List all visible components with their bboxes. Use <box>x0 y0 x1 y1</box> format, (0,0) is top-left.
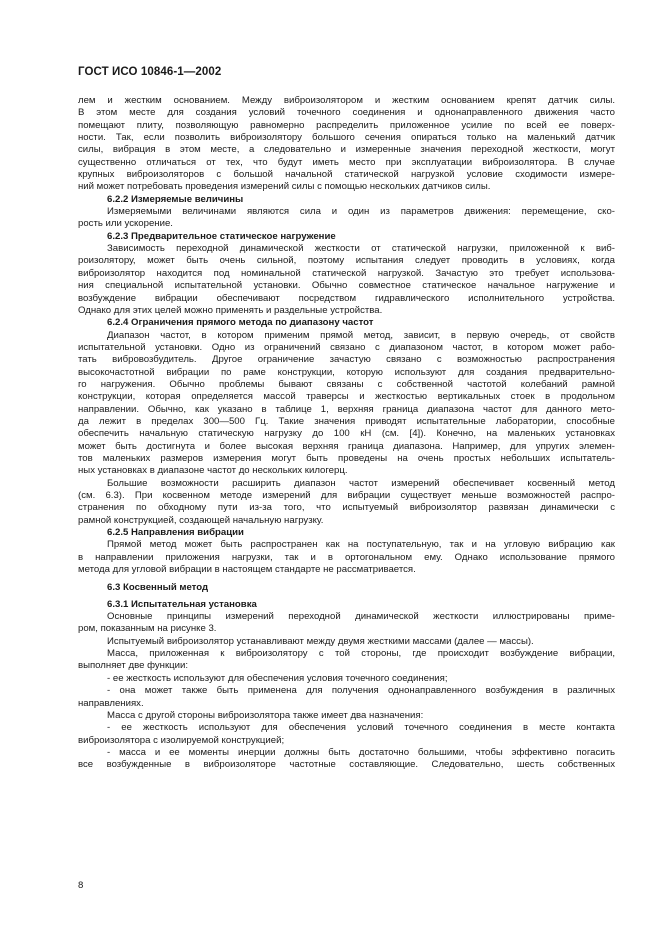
text-line: ных установках в диапазоне частот до нескольких килогерц. <box>78 465 348 477</box>
section-heading: 6.3.1 Испытательная установка <box>107 598 257 610</box>
text-line: тов маленьких размеров измерения могут быть проведены на очень простых небольших испытатель- <box>78 452 615 464</box>
text-line: метода для угловой вибрации в настоящем стандарте не рассматривается. <box>78 564 416 576</box>
text-line: лем и жестким основанием. Между виброизолятором и жестким основанием крепят датчик силы. <box>78 95 615 106</box>
text-line: В этом месте для создания условий точечного соединения и однонаправленного движения часто <box>78 107 615 119</box>
text-line: роизолятору, может быть очень сильной, поэтому испытания следует проводить в условиях, когда <box>78 255 615 267</box>
text-line: обеспечить начальную статическую нагрузку до 100 кН (см. [4]). Конечно, на маленьких установках <box>78 428 615 440</box>
text-line: Однако для этих целей можно применять и раздельные устройства. <box>78 304 383 316</box>
page-number: 8 <box>78 880 84 891</box>
section-heading: 6.2.4 Ограничения прямого метода по диапазону частот <box>107 317 374 329</box>
text-line: Масса с другой стороны виброизолятора также имеет два назначения: <box>107 709 424 721</box>
section-heading: 6.2.3 Предварительное статическое нагружение <box>107 230 336 242</box>
text-line: - она может также быть применена для получения однонаправленного возбуждения в различных <box>107 685 615 697</box>
text-line: ния специальной испытательной установки. Обычно совместное статическое начальное нагружение и <box>78 280 615 292</box>
text-line: Испытуемый виброизолятор устанавливают между двумя жесткими массами (далее — массы). <box>107 635 534 647</box>
text-line: силы, вибрация в этом месте, а следовательно и измеренные значения переходной жесткости, могут <box>78 144 615 156</box>
text-line: Измеряемыми величинами являются сила и один из параметров движения: перемещение, ско- <box>107 206 615 218</box>
text-line: возбуждение вибрации обеспечивают посредством гидравлического исполнительного устройства. <box>78 292 615 304</box>
text-line: да лежит в пределах 300—500 Гц. Такие значения приводят испытательные лаборатории, способные <box>78 415 615 427</box>
text-line: - ее жесткость используют для обеспечения условия точечного соединения; <box>107 672 448 684</box>
text-line: Масса, приложенная к виброизолятору с той стороны, где происходит возбуждение вибрации, <box>107 648 615 660</box>
text-line: крупных виброизоляторов с большой начальной статической нагрузкой условие сходимости измере- <box>78 169 615 181</box>
text-line: существенно отличаться от тех, что будут иметь место при эксплуатации виброизолятора. В случае <box>78 156 615 168</box>
section-heading: 6.3 Косвенный метод <box>107 582 209 594</box>
text-line: ром, показанным на рисунке 3. <box>78 623 217 635</box>
section-heading: 6.2.2 Измеряемые величины <box>107 193 244 205</box>
text-line: высокочастотной вибрации по раме конструкции, которую используют для создания предварительно- <box>78 366 615 378</box>
text-line: ности. Так, если позволить виброизолятору большого сечения опираться только на маленький датчик <box>78 132 615 144</box>
text-line: в направлении приложения нагрузки, так и в ортогональном ему. Однако использование прямого <box>78 551 615 563</box>
text-line: виброизолятор находится под номинальной статической нагрузкой. Зачастую это требует использова- <box>78 267 615 279</box>
text-line: рамной конструкцией, создающей начальную нагрузку. <box>78 514 324 526</box>
text-line: го нагружения. Обычно проблемы бывают связаны с собственной частотой колебаний рамной <box>78 378 615 390</box>
text-line: - масса и ее моменты инерции должны быть достаточно большими, чтобы эффективно погасить <box>107 746 615 758</box>
text-line: испытательной установки. Одно из ограничений связано с диапазоном частот, в котором может рабо- <box>78 341 615 353</box>
text-line: может быть достигнута и более высокая верхняя граница диапазона. Например, для упругих элемен- <box>78 440 615 452</box>
text-line: виброизолятора с изолируемой конструкцией; <box>78 734 285 746</box>
text-line: Диапазон частот, в котором применим прямой метод, зависит, в первую очередь, от свойств <box>107 329 615 341</box>
text-line: Прямой метод может быть распространен как на поступательную, так и на угловую вибрацию как <box>107 539 615 551</box>
text-line: - ее жесткость используют для обеспечения условий точечного соединения в месте контакта <box>107 722 615 734</box>
text-line: (см. 6.3). При косвенном методе измерений для вибрации существует меньше возможностей распро- <box>78 490 615 501</box>
text-line: Зависимость переходной динамической жесткости от статической нагрузки, приложенной к виб- <box>107 243 615 255</box>
document-body <box>78 95 615 772</box>
text-line: рость или ускорение. <box>78 218 173 230</box>
text-line: тать вибровозбудитель. Другое ограничение зачастую связано с возможностью распространения <box>78 354 615 366</box>
document-header: ГОСТ ИСО 10846-1—2002 <box>78 66 222 78</box>
text-line: Основные принципы измерений переходной динамической жесткости иллюстрированы приме- <box>107 611 615 623</box>
text-line: выполняет две функции: <box>78 660 189 672</box>
text-line: странения по обходному пути из-за того, что испытуемый виброизолятор развязан динамически с <box>78 502 615 514</box>
text-line: все возбужденные в виброизоляторе частотные составляющие. Следовательно, шесть собственных <box>78 759 615 771</box>
text-line: ний может потребовать проведения измерений силы с помощью нескольких датчиков силы. <box>78 181 491 193</box>
text-line: помещают плиту, позволяющую равномерно распределить приложенное усилие по всей ее поверх- <box>78 119 615 131</box>
text-line: направлениях. <box>78 697 144 709</box>
text-line: конструкции, которая определяется массой траверсы и жесткостью вертикальных стоек в продольном <box>78 391 615 403</box>
text-line: Большие возможности расширить диапазон частот измерений обеспечивает косвенный метод <box>107 477 615 489</box>
text-line: направлении. Обычно, как указано в таблице 1, верхняя граница диапазона частот для данного мето- <box>78 403 615 415</box>
section-heading: 6.2.5 Направления вибрации <box>107 527 244 539</box>
